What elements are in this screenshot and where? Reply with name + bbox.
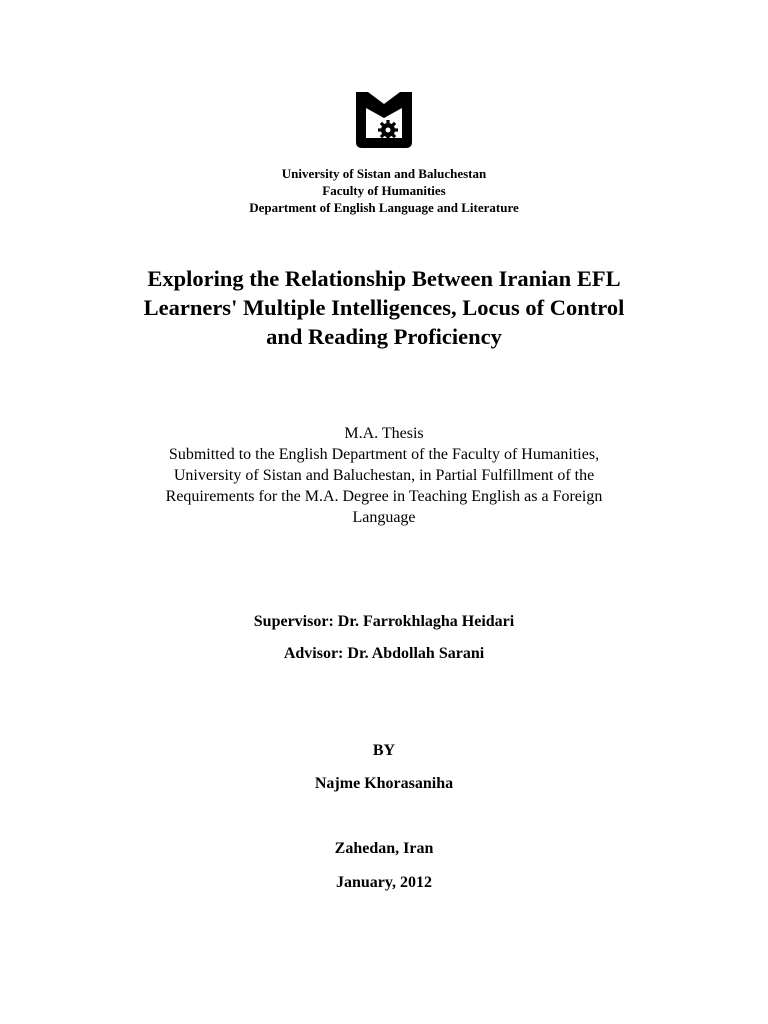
- university-emblem-icon: [354, 88, 414, 150]
- thesis-line-3: Requirements for the M.A. Degree in Teaching English as a Foreign: [165, 488, 603, 505]
- institution-block: [0, 165, 768, 216]
- thesis-title: [0, 264, 768, 351]
- faculty-name: Faculty of Humanities: [322, 183, 446, 198]
- title-line-3: and Reading Proficiency: [266, 324, 502, 349]
- thesis-line-4: Language: [352, 509, 416, 526]
- thesis-line-2: University of Sistan and Baluchestan, in Partial Fulfillment of the: [173, 467, 595, 484]
- thesis-line-1: Submitted to the English Department of the Faculty of Humanities,: [168, 446, 600, 463]
- title-line-1: Exploring the Relationship Between Iranian EFL: [147, 266, 621, 291]
- author-name: Najme Khorasaniha: [314, 775, 454, 792]
- supervisor: Supervisor: Dr. Farrokhlagha Heidari: [253, 613, 515, 630]
- date: January, 2012: [335, 874, 432, 891]
- location: Zahedan, Iran: [334, 840, 434, 857]
- title-line-2: Learners' Multiple Intelligences, Locus of Control: [143, 295, 625, 320]
- advisor: Advisor: Dr. Abdollah Sarani: [283, 645, 485, 662]
- department-name: Department of English Language and Literature: [249, 200, 519, 215]
- university-name: University of Sistan and Baluchestan: [281, 166, 487, 181]
- thesis-type: M.A. Thesis: [344, 425, 424, 442]
- by-label: BY: [372, 742, 396, 759]
- thesis-statement: [0, 423, 768, 528]
